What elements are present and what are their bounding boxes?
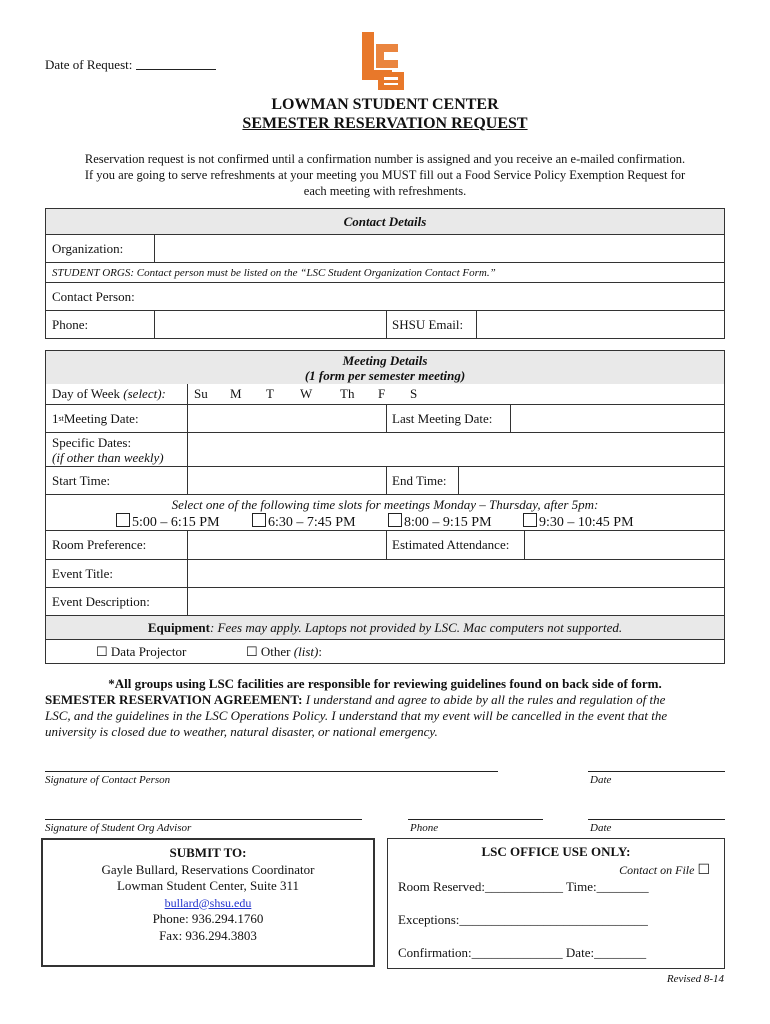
date-of-request-label: Date of Request: — [45, 57, 133, 72]
organization-input[interactable] — [154, 235, 724, 262]
time-row — [46, 466, 724, 494]
day-option[interactable]: S — [410, 386, 418, 401]
first-meeting-date-label: 1 st Meeting Date: — [52, 410, 139, 426]
specific-dates-label: Specific Dates: (if other than weekly) — [52, 434, 164, 465]
event-description-label: Event Description: — [52, 593, 150, 609]
last-meeting-date-input[interactable] — [510, 405, 724, 432]
timeslot-option[interactable]: 8:00 – 9:15 PM — [388, 513, 492, 531]
timeslot-option[interactable]: 5:00 – 6:15 PM — [116, 513, 220, 531]
event-title-row — [46, 559, 724, 587]
date-of-request — [45, 57, 216, 73]
agreement-text: SEMESTER RESERVATION AGREEMENT: I understand and agree to abide by all the rules and regulation of the LSC, and the guidelines in the LSC Operations Policy. I understand that my event will be cancelled in the event that the university is closed due to weather, natural disaster, or national emergency. — [45, 692, 668, 739]
confirmation-field[interactable]: Confirmation:______________ Date:________ — [398, 945, 647, 960]
day-option[interactable]: Su — [194, 386, 208, 401]
start-time-label: Start Time: — [52, 472, 111, 488]
phone-signature-label: Phone — [410, 822, 439, 834]
timeslot-option[interactable]: 6:30 – 7:45 PM — [252, 513, 356, 531]
room-reserved-field[interactable]: Room Reserved:____________ Time:________ — [398, 879, 649, 894]
equipment-note: Equipment : Fees may apply. Laptops not provided by LSC. Mac computers not supported. — [147, 619, 623, 635]
meeting-heading-line-2: (1 form per semester meeting) — [304, 368, 466, 383]
checkbox-icon — [523, 513, 537, 527]
shsu-email-label: SHSU Email: — [392, 317, 464, 332]
room-preference-input[interactable] — [187, 531, 386, 559]
end-time-input[interactable] — [458, 467, 724, 494]
date-of-request-field[interactable] — [136, 57, 216, 70]
meeting-dates-row — [46, 404, 724, 432]
room-row — [46, 530, 724, 559]
revised-note: Revised 8-14 — [666, 973, 724, 985]
title-line-1: LOWMAN STUDENT CENTER — [271, 96, 499, 113]
advisor-signature-line[interactable] — [45, 819, 362, 820]
submit-fax: Fax: 936.294.3803 — [159, 927, 257, 943]
office-use-panel — [387, 838, 725, 969]
intro-text — [0, 151, 770, 199]
phone-email-row — [46, 310, 724, 339]
equipment-row — [46, 615, 724, 639]
timeslot-instruction: Select one of the following time slots for meetings Monday – Thursday, after 5pm: — [171, 497, 599, 512]
data-projector-option[interactable]: ☐ Data Projector — [96, 644, 187, 659]
last-meeting-date-label: Last Meeting Date: — [392, 410, 493, 426]
event-description-row — [46, 587, 724, 615]
page-title — [0, 95, 770, 133]
room-preference-label: Room Preference: — [52, 537, 147, 552]
submit-to-heading: SUBMIT TO: — [169, 845, 247, 860]
other-option[interactable]: ☐ Other (list): — [246, 644, 322, 659]
checkbox-icon — [252, 513, 266, 527]
day-option[interactable]: W — [300, 386, 313, 401]
equipment-options-row — [46, 639, 724, 664]
contact-signature-line[interactable] — [45, 771, 498, 772]
date-label-1: Date — [590, 774, 612, 786]
meeting-details-table — [45, 350, 725, 664]
exceptions-field[interactable]: Exceptions:_____________________________ — [398, 912, 648, 927]
event-title-label: Event Title: — [52, 565, 114, 581]
contact-person-label: Contact Person: — [52, 288, 135, 304]
specific-dates-row — [46, 432, 724, 466]
estimated-attendance-label: Estimated Attendance: — [392, 537, 510, 552]
day-option[interactable]: F — [378, 386, 386, 401]
agreement-title: SEMESTER RESERVATION AGREEMENT: — [45, 692, 303, 707]
contact-details-heading: Contact Details — [46, 209, 724, 234]
checkbox-icon[interactable]: ☐ — [697, 863, 710, 878]
first-meeting-date-input[interactable] — [187, 405, 386, 432]
title-line-2: SEMESTER RESERVATION REQUEST — [242, 115, 528, 132]
contact-signature-label: Signature of Contact Person — [45, 774, 171, 786]
submit-address: Lowman Student Center, Suite 311 — [116, 878, 300, 893]
contact-person-row — [46, 282, 724, 310]
checkbox-icon — [116, 513, 130, 527]
phone-input[interactable] — [154, 311, 386, 339]
checkbox-icon: ☐ — [246, 644, 258, 659]
office-use-heading: LSC OFFICE USE ONLY: — [481, 844, 631, 859]
organization-label: Organization: — [52, 240, 124, 256]
student-orgs-row — [46, 262, 724, 282]
meeting-heading-line-1: Meeting Details — [342, 353, 428, 368]
phone-line[interactable] — [408, 819, 543, 820]
specific-dates-input[interactable] — [187, 433, 724, 466]
end-time-label: End Time: — [392, 472, 447, 488]
date-line-2[interactable] — [588, 819, 725, 820]
intro-line-2: If you are going to serve refreshments at your meeting you MUST fill out a Food Service Policy Exemption Request for — [84, 168, 686, 182]
day-option[interactable]: M — [230, 386, 242, 401]
estimated-attendance-input[interactable] — [524, 531, 724, 559]
student-orgs-note: STUDENT ORGS: Contact person must be listed on the “LSC Student Organization Contact Form.” — [52, 266, 496, 279]
date-line-1[interactable] — [588, 771, 725, 772]
lsc-logo — [358, 30, 408, 92]
checkbox-icon — [388, 513, 402, 527]
contact-details-table — [45, 208, 725, 339]
submit-name: Gayle Bullard, Reservations Coordinator — [101, 861, 315, 877]
checkbox-icon: ☐ — [96, 644, 108, 659]
advisor-signature-label: Signature of Student Org Advisor — [45, 822, 192, 834]
day-option[interactable]: Th — [340, 386, 355, 401]
event-description-input[interactable] — [187, 588, 724, 615]
day-of-week-label: Day of Week (select): — [52, 386, 166, 401]
submit-phone: Phone: 936.294.1760 — [152, 911, 264, 926]
date-label-2: Date — [590, 822, 612, 834]
contact-on-file: Contact on File ☐ — [619, 863, 710, 878]
timeslot-row — [46, 494, 724, 530]
submit-to-panel — [41, 838, 375, 967]
start-time-input[interactable] — [187, 467, 386, 494]
intro-line-1: Reservation request is not confirmed until a confirmation number is assigned and you receive an e-mailed confirmation. — [84, 152, 686, 166]
groups-note: *All groups using LSC facilities are responsible for reviewing guidelines found on back side of form. — [108, 676, 662, 691]
day-option[interactable]: T — [266, 386, 274, 401]
contact-person-input[interactable] — [154, 283, 724, 310]
shsu-email-input[interactable] — [476, 311, 724, 339]
phone-label: Phone: — [52, 317, 89, 332]
organization-row — [46, 234, 724, 262]
event-title-input[interactable] — [187, 560, 724, 587]
submit-email-link[interactable]: bullard@shsu.edu — [164, 895, 252, 910]
timeslot-option[interactable]: 9:30 – 10:45 PM — [523, 513, 634, 531]
intro-line-3: each meeting with refreshments. — [303, 184, 467, 198]
